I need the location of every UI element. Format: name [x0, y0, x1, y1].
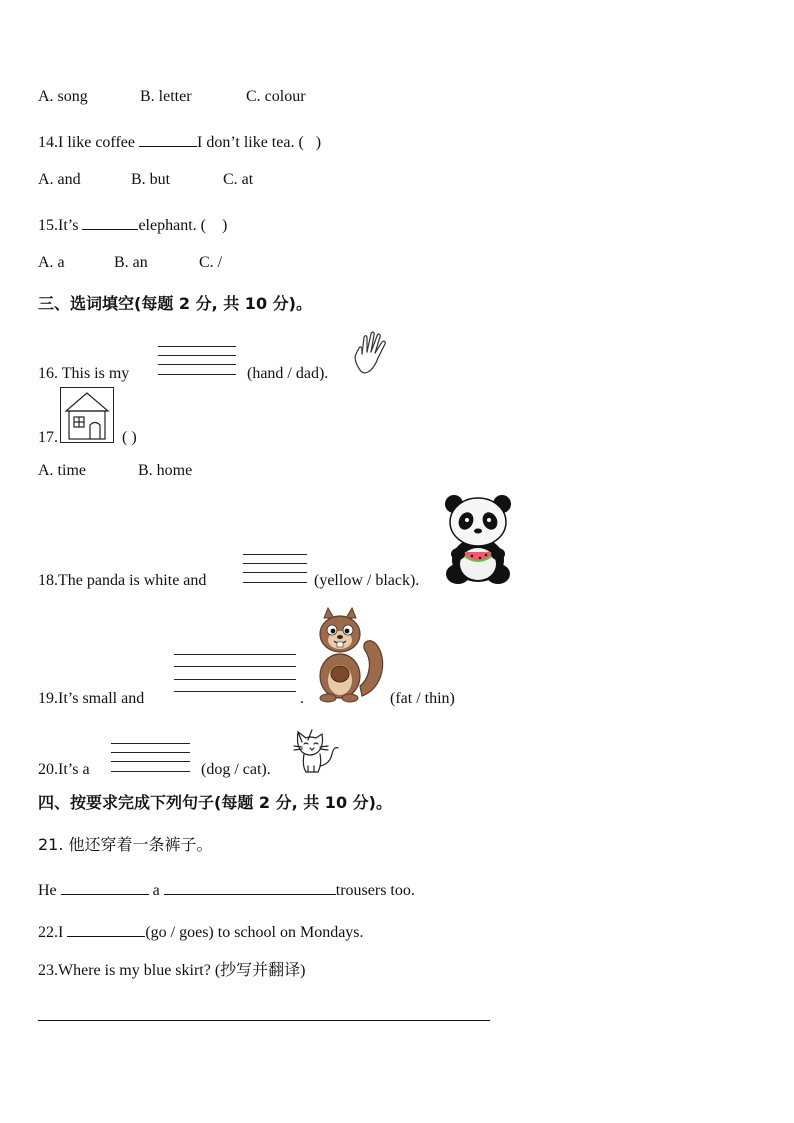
- section-heading: 四、按要求完成下列句子(每题 2 分, 共 10 分)。: [38, 793, 392, 812]
- word-choices: (hand / dad).: [247, 365, 329, 382]
- question-19: [38, 691, 144, 707]
- word-i: I: [58, 924, 64, 941]
- period: .: [300, 690, 304, 707]
- question-21-answer: [38, 879, 415, 899]
- question-text: I like coffee: [58, 134, 135, 151]
- option-b: B. but: [131, 171, 171, 188]
- paren-close: ): [315, 134, 322, 151]
- squirrel-icon: [314, 608, 386, 704]
- question-number: 15.: [38, 217, 58, 234]
- question-number: 22.: [38, 924, 58, 941]
- writing-lines[interactable]: [243, 554, 307, 584]
- question-text: I don’t like tea. (: [197, 134, 304, 151]
- question-number: 23.: [38, 962, 58, 979]
- question-text: (go / goes) to school on Mondays.: [145, 924, 364, 941]
- option-a: A. a: [38, 254, 65, 271]
- writing-lines[interactable]: [111, 743, 190, 773]
- option-a: A. time: [38, 462, 86, 479]
- question-21: [38, 837, 213, 853]
- question-number: 16.: [38, 365, 58, 382]
- question-17: [38, 430, 58, 446]
- option-b: B. letter: [140, 88, 192, 105]
- question-number: 18.: [38, 572, 58, 589]
- option-c: C. at: [223, 171, 254, 188]
- question-number: 19.: [38, 690, 58, 707]
- option-c: C. colour: [246, 88, 306, 105]
- option-b: B. home: [138, 462, 193, 479]
- answer-blank[interactable]: [82, 214, 138, 230]
- question-number: 14.: [38, 134, 58, 151]
- option-a: A. and: [38, 171, 81, 188]
- q13-options: [38, 89, 306, 105]
- question-text: It’s: [58, 217, 79, 234]
- q14-options: [38, 172, 253, 188]
- q15-options: [38, 255, 222, 271]
- question-15: [38, 214, 227, 234]
- question-text: trousers too.: [335, 882, 415, 899]
- question-text: The panda is white and: [58, 572, 207, 589]
- question-20: [38, 762, 90, 778]
- question-number: 17.: [38, 429, 58, 446]
- word-choices: (yellow / black).: [314, 572, 420, 589]
- question-text: It’s small and: [58, 690, 145, 707]
- word-choices: (fat / thin): [390, 690, 455, 707]
- option-c: C. /: [199, 254, 223, 271]
- house-icon: [60, 387, 114, 443]
- option-a: A. song: [38, 88, 88, 105]
- cat-icon: [292, 726, 340, 774]
- word-choices: (dog / cat).: [201, 761, 271, 778]
- hand-icon: [350, 330, 394, 376]
- writing-lines[interactable]: [158, 346, 236, 376]
- question-22: [38, 921, 364, 941]
- writing-lines[interactable]: [174, 654, 296, 692]
- answer-blank[interactable]: [61, 879, 149, 895]
- panda-icon: [442, 494, 514, 586]
- question-number: 21.: [38, 835, 64, 854]
- question-text: This is my: [61, 365, 130, 382]
- question-text: 他还穿着一条裤子。: [63, 835, 213, 854]
- question-text: elephant. (: [138, 217, 206, 234]
- answer-paren[interactable]: ( ): [122, 429, 137, 446]
- option-b: B. an: [114, 254, 148, 271]
- answer-blank[interactable]: [164, 879, 336, 895]
- question-text: Where is my blue skirt? (抄写并翻译): [58, 962, 306, 979]
- paren-close: ): [221, 217, 228, 234]
- answer-line[interactable]: [38, 1020, 490, 1021]
- question-16: [38, 366, 129, 382]
- question-23: [38, 963, 306, 979]
- question-18: [38, 573, 206, 589]
- question-14: [38, 131, 321, 151]
- section-heading: 三、选词填空(每题 2 分, 共 10 分)。: [38, 294, 312, 313]
- answer-blank[interactable]: [67, 921, 145, 937]
- word-he: He: [38, 882, 57, 899]
- answer-blank[interactable]: [139, 131, 197, 147]
- word-a: a: [152, 882, 160, 899]
- question-number: 20.: [38, 761, 58, 778]
- q17-options: [38, 463, 192, 479]
- question-text: It’s a: [58, 761, 90, 778]
